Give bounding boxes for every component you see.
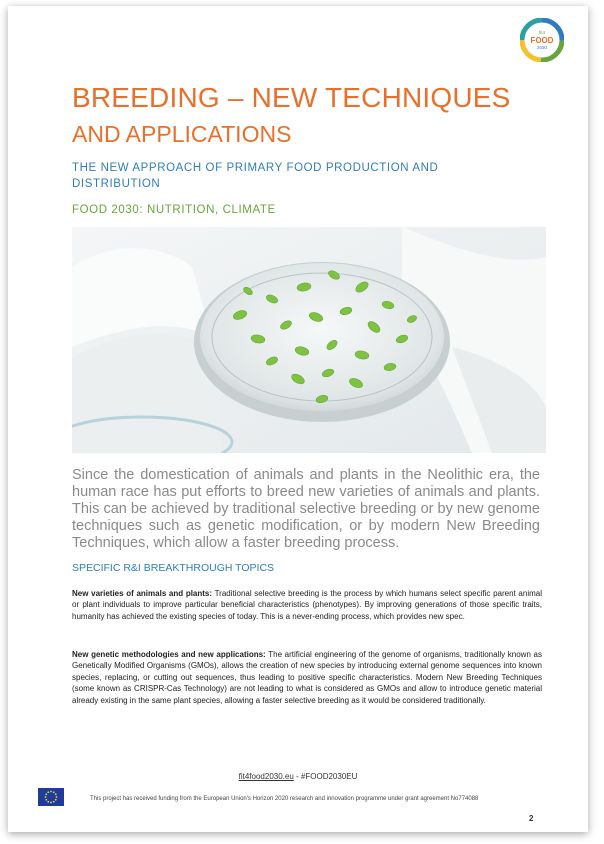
topic-paragraph [72,649,542,706]
topic-title: New genetic methodologies and new applications: [72,650,266,659]
website-link[interactable]: fit4food2030.eu [238,772,294,781]
topic-title: New varieties of animals and plants: [72,589,213,598]
funding-note: This project has received funding from the European Union's Horizon 2020 research and innovation programme under grant agreement No774088 [90,796,479,802]
footer-separator: - [293,772,301,781]
petri-dish-seedlings-photo [72,227,546,453]
footer-links [8,772,588,781]
topic-text: Traditional selective breeding is the process by which humans select specific parent animal or plant individuals to improve particular beneficial characteristics (phenotypes). By improving generations of those specific traits, humanity has achieved the existing species of today. This is a never-ending process, which provides new spec. [72,589,542,621]
document-page [8,6,588,832]
topic-tags: FOOD 2030: NUTRITION, CLIMATE [72,204,276,216]
hashtag: #FOOD2030EU [300,772,358,781]
logo-text-top: fit4 [538,30,546,35]
logo-text-year: 2030 [536,45,548,50]
eu-flag-icon [38,788,64,806]
topic-paragraph [72,588,542,622]
page-number: 2 [529,814,534,823]
intro-paragraph: Since the domestication of animals and plants in the Neolithic era, the human race has put efforts to breed new varieties of animals and plants. This can be achieved by traditional selective breeding or by new genome techniques such as genetic modification, or by modern New Breeding Techniques, which allow a faster breeding process. [72,467,540,551]
section-heading: SPECIFIC R&I BREAKTHROUGH TOPICS [72,562,275,574]
logo-text-main: FOOD [530,36,554,45]
page-title [72,80,552,152]
hero-image [72,227,546,453]
title-line-2: AND APPLICATIONS [72,121,292,147]
page-subtitle: THE NEW APPROACH OF PRIMARY FOOD PRODUCTION AND DISTRIBUTION [72,162,439,190]
topic-text: The artificial engineering of the genome of organisms, traditionally known as Genetically Modified Organisms (GMOs), allows the creation of new species by introducing external genome sequences into known species, replacing, or cutting out sequences, thus leading to positive specific characteristics. Modern New Breeding Techniques (some known as CRISPR-Cas Technology) are not leading to what is considered as GMOs and allow to introduce genetic material already existing in the same plant species, allowing a faster selective breeding as it would be considered traditionally. [72,650,542,705]
title-line-1: BREEDING – NEW TECHNIQUES [72,82,511,113]
fit4food2030-logo-icon [520,18,564,62]
